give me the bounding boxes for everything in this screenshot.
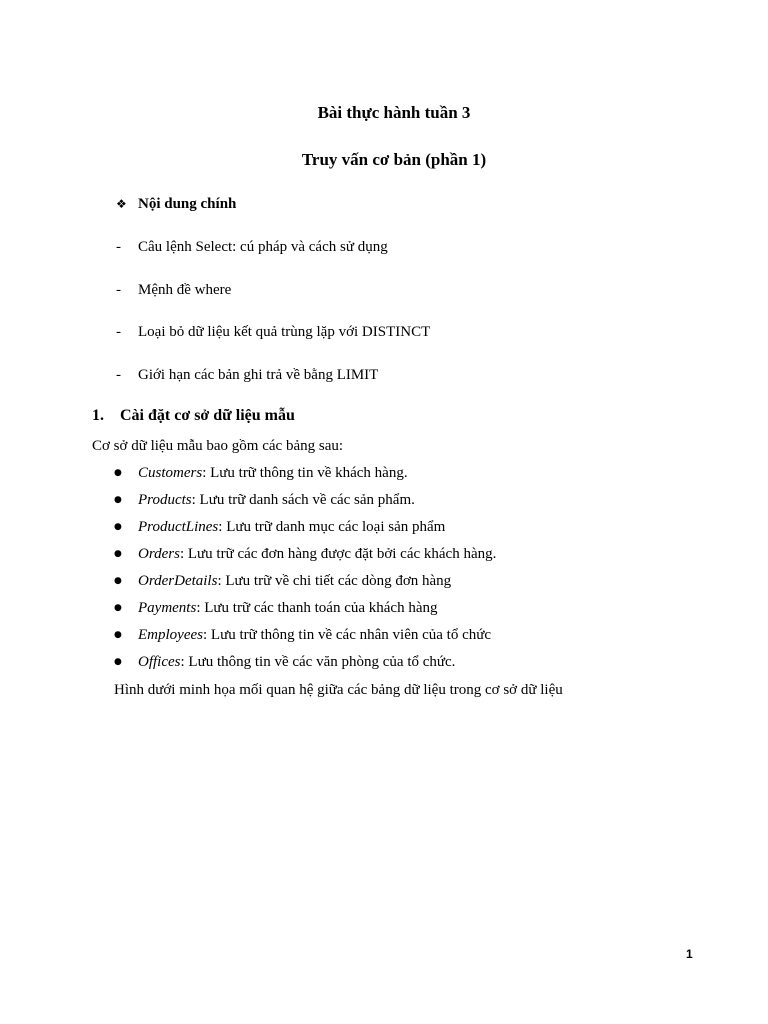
bullet-icon: ●	[114, 495, 122, 505]
table-name: Offices	[138, 654, 181, 670]
bullet-icon: ●	[114, 468, 122, 478]
table-description: : Lưu trữ thông tin về khách hàng.	[202, 465, 408, 481]
table-description: : Lưu trữ các đơn hàng được đặt bởi các khách hàng.	[179, 546, 497, 562]
bullet-icon: ●	[114, 603, 122, 613]
list-item	[114, 598, 496, 625]
list-item	[114, 625, 496, 652]
bullet-icon: ●	[114, 657, 122, 667]
closing-paragraph: Hình dưới minh họa mối quan hệ giữa các bảng dữ liệu trong cơ sở dữ liệu	[114, 682, 563, 698]
list-item	[114, 544, 496, 571]
section-heading-text: Cài đặt cơ sở dữ liệu mẫu	[120, 407, 295, 424]
bullet-icon: ●	[114, 576, 122, 586]
list-item	[114, 517, 496, 544]
table-list	[114, 463, 496, 679]
table-name: Employees	[138, 627, 203, 643]
table-name: Products	[138, 492, 192, 508]
document-title: Bài thực hành tuần 3	[317, 103, 471, 122]
table-name: OrderDetails	[138, 573, 218, 589]
list-item	[114, 463, 496, 490]
bullet-icon: ●	[114, 522, 122, 532]
table-description: : Lưu thông tin về các văn phòng của tổ chức.	[180, 654, 456, 670]
main-content-item-text: Giới hạn các bản ghi trả về bằng LIMIT	[138, 367, 379, 383]
section-heading	[92, 406, 295, 426]
dash-marker: -	[116, 239, 121, 255]
list-item	[114, 490, 496, 517]
section-intro: Cơ sở dữ liệu mẫu bao gồm các bảng sau:	[92, 438, 344, 454]
main-content-item	[116, 365, 378, 385]
section-number: 1.	[92, 407, 104, 424]
table-description: : Lưu trữ về chi tiết các dòng đơn hàng	[217, 573, 452, 589]
table-name: Payments	[138, 600, 197, 616]
table-description: : Lưu trữ danh mục các loại sản phẩm	[218, 519, 446, 535]
list-item	[114, 652, 496, 679]
main-content-item	[116, 237, 388, 257]
main-content-item	[116, 280, 231, 300]
main-content-heading-text: Nội dung chính	[138, 196, 237, 212]
table-name: Orders	[138, 546, 180, 562]
bullet-icon: ●	[114, 549, 122, 559]
table-name: Customers	[138, 465, 203, 481]
main-content-item	[116, 322, 430, 342]
dash-marker: -	[116, 282, 121, 298]
document-subtitle: Truy vấn cơ bản (phần 1)	[301, 150, 487, 169]
dash-marker: -	[116, 324, 121, 340]
main-content-item-text: Mệnh đề where	[138, 282, 232, 298]
table-name: ProductLines	[138, 519, 219, 535]
dash-marker: -	[116, 367, 121, 383]
main-content-item-text: Loại bỏ dữ liệu kết quả trùng lặp với DISTINCT	[138, 324, 431, 340]
bullet-icon: ●	[114, 630, 122, 640]
diamond-bullet-icon: ❖	[116, 197, 127, 211]
main-content-item-text: Câu lệnh Select: cú pháp và cách sử dụng	[138, 239, 388, 255]
main-content-heading	[116, 194, 236, 214]
table-description: : Lưu trữ thông tin về các nhân viên của tổ chức	[202, 627, 492, 643]
list-item	[114, 571, 496, 598]
page-number: 1	[686, 947, 693, 961]
table-description: : Lưu trữ danh sách về các sản phẩm.	[191, 492, 415, 508]
table-description: : Lưu trữ các thanh toán của khách hàng	[196, 600, 438, 616]
